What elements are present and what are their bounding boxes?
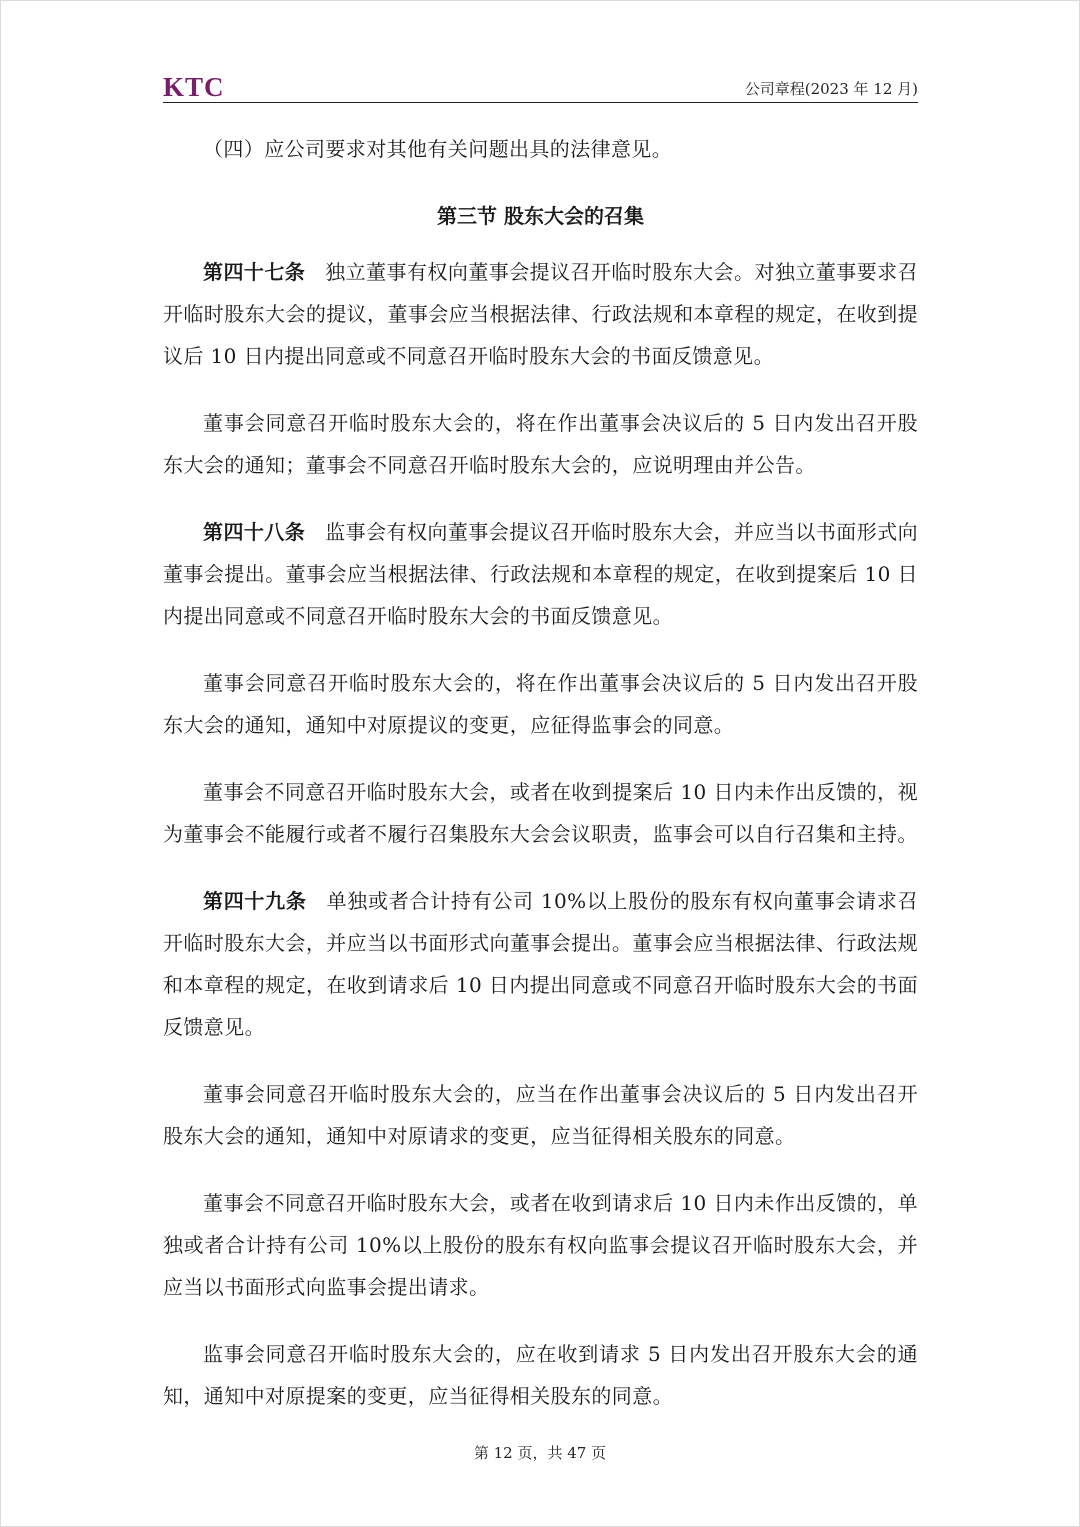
page-number: 第 12 页，共 47 页 — [473, 1444, 607, 1462]
article-48-paragraph-1 — [163, 511, 918, 637]
article-49-paragraph-1 — [163, 880, 918, 1048]
document-body — [163, 128, 918, 1442]
article-49-paragraph-2: 董事会同意召开临时股东大会的，应当在作出董事会决议后的 5 日内发出召开股东大会的通知，通知中对原请求的变更，应当征得相关股东的同意。 — [163, 1082, 918, 1148]
article-49-paragraph-3: 董事会不同意召开临时股东大会，或者在收到请求后 10 日内未作出反馈的，单独或者合计持有公司 10%以上股份的股东有权向监事会提议召开临时股东大会，并应当以书面形式向监事会提出请求。 — [163, 1191, 918, 1299]
article-47-text-1: 独立董事有权向董事会提议召开临时股东大会。对独立董事要求召开临时股东大会的提议，董事会应当根据法律、行政法规和本章程的规定，在收到提议后 10 日内提出同意或不同意召开临时股东大会的书面反馈意见。 — [163, 260, 918, 368]
article-49-text-1: 单独或者合计持有公司 10%以上股份的股东有权向董事会请求召开临时股东大会，并应当以书面形式向董事会提出。董事会应当根据法律、行政法规和本章程的规定，在收到请求后 10 日内提出同意或不同意召开临时股东大会的书面反馈意见。 — [163, 889, 918, 1039]
page-header — [163, 70, 918, 103]
legal-opinion-item-4: （四）应公司要求对其他有关问题出具的法律意见。 — [203, 137, 673, 161]
document-title: 公司章程(2023 年 12 月) — [744, 80, 918, 98]
article-48-text-1: 监事会有权向董事会提议召开临时股东大会，并应当以书面形式向董事会提出。董事会应当根据法律、行政法规和本章程的规定，在收到提案后 10 日内提出同意或不同意召开临时股东大会的书面反馈意见。 — [163, 520, 918, 628]
article-47-paragraph-2: 董事会同意召开临时股东大会的，将在作出董事会决议后的 5 日内发出召开股东大会的通知；董事会不同意召开临时股东大会的，应说明理由并公告。 — [163, 411, 918, 477]
article-49-label: 第四十九条 — [203, 889, 307, 913]
section-title: 第三节 股东大会的召集 — [437, 204, 644, 228]
company-logo: KTC — [163, 72, 225, 102]
article-48-paragraph-2: 董事会同意召开临时股东大会的，将在作出董事会决议后的 5 日内发出召开股东大会的通知，通知中对原提议的变更，应征得监事会的同意。 — [163, 671, 918, 737]
article-47-label: 第四十七条 — [203, 260, 306, 284]
article-48-paragraph-3: 董事会不同意召开临时股东大会，或者在收到提案后 10 日内未作出反馈的，视为董事会不能履行或者不履行召集股东大会会议职责，监事会可以自行召集和主持。 — [163, 780, 918, 846]
article-47-paragraph-1 — [163, 251, 918, 377]
article-48-label: 第四十八条 — [203, 520, 306, 544]
article-49-paragraph-4: 监事会同意召开临时股东大会的，应在收到请求 5 日内发出召开股东大会的通知，通知中对原提案的变更，应当征得相关股东的同意。 — [163, 1342, 918, 1408]
